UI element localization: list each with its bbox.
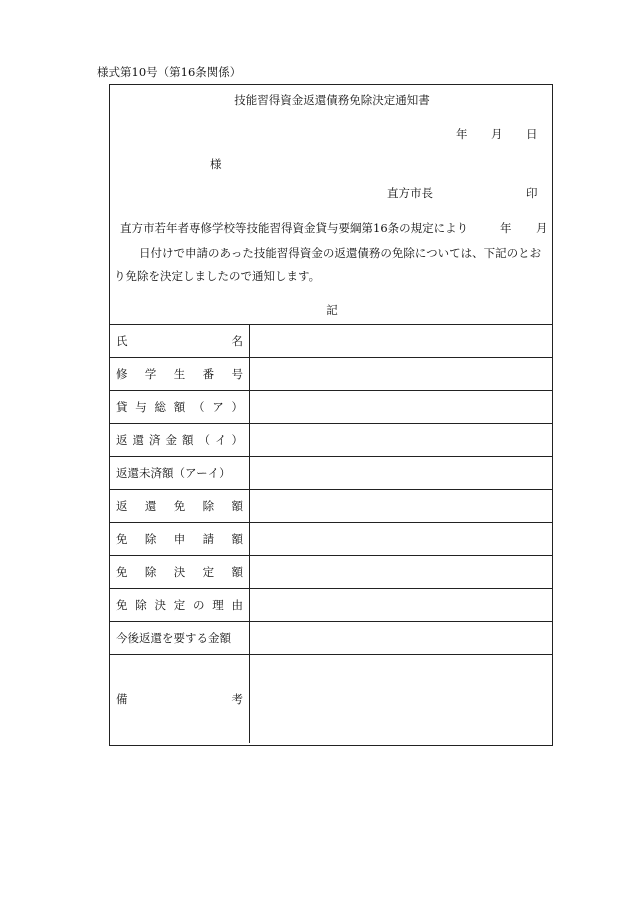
row-label-cell [110,457,250,490]
row-label: 氏 名 [116,334,243,348]
body-line-1-year: 年 [500,221,512,235]
row-exempt-amount [110,490,552,523]
row-label-cell [110,556,250,589]
row-name [110,325,552,358]
ki-marker: 記 [326,303,338,317]
row-label: 今後返還を要する金額 [116,631,231,645]
row-label: 免 除 決 定 額 [116,565,243,579]
row-exempt-requested [110,523,552,556]
row-label: 免 除 決 定 の 理 由 [116,598,243,612]
row-label-cell [110,523,250,556]
row-label-cell [110,358,250,391]
document-title: 技能習得資金返還債務免除決定通知書 [234,93,430,107]
row-label: 返還未済額（アーイ） [116,466,231,480]
row-label-cell [110,490,250,523]
row-value-cell[interactable] [250,325,553,358]
date-month: 月 [491,127,503,141]
date-year: 年 [456,127,468,141]
row-label: 返 還 免 除 額 [116,499,243,513]
row-label: 貸 与 総 額 （ ア ） [116,400,243,414]
row-remaining-amount [110,622,552,655]
row-total-loan [110,391,552,424]
seal-mark: 印 [526,186,538,200]
issuer: 直方市長 [387,186,433,200]
row-label: 返 還 済 金 額 （ イ ） [116,433,243,447]
row-value-cell[interactable] [250,556,553,589]
date-day: 日 [526,127,538,141]
row-exempt-decided [110,556,552,589]
body-line-3: り免除を決定しましたので通知します。 [114,269,321,283]
row-label-cell [110,622,250,655]
body-line-1: 直方市若年者専修学校等技能習得資金貸与要綱第16条の規定により [120,221,469,235]
details-table [110,324,552,743]
row-value-cell[interactable] [250,358,553,391]
row-label: 修 学 生 番 号 [116,367,243,381]
row-label-cell [110,589,250,622]
row-label-cell [110,391,250,424]
row-value-cell[interactable] [250,655,553,743]
row-repaid-amount [110,424,552,457]
row-value-cell[interactable] [250,523,553,556]
row-student-number [110,358,552,391]
recipient-suffix: 様 [210,157,222,171]
row-value-cell[interactable] [250,490,553,523]
row-label-cell [110,325,250,358]
body-line-2: 日付けで申請のあった技能習得資金の返還債務の免除については、下記のとお [139,246,542,260]
form-number: 様式第10号（第16条関係） [97,65,242,79]
row-label-cell [110,424,250,457]
notice-form [109,84,553,746]
row-label: 免 除 申 請 額 [116,532,243,546]
row-exempt-reason [110,589,552,622]
row-label-cell [110,655,250,743]
row-value-cell[interactable] [250,589,553,622]
row-value-cell[interactable] [250,424,553,457]
row-label: 備 考 [116,691,243,706]
row-value-cell[interactable] [250,391,553,424]
body-line-1-month: 月 [536,221,548,235]
row-value-cell[interactable] [250,457,553,490]
row-unpaid-amount [110,457,552,490]
row-value-cell[interactable] [250,622,553,655]
row-remarks [110,655,552,743]
